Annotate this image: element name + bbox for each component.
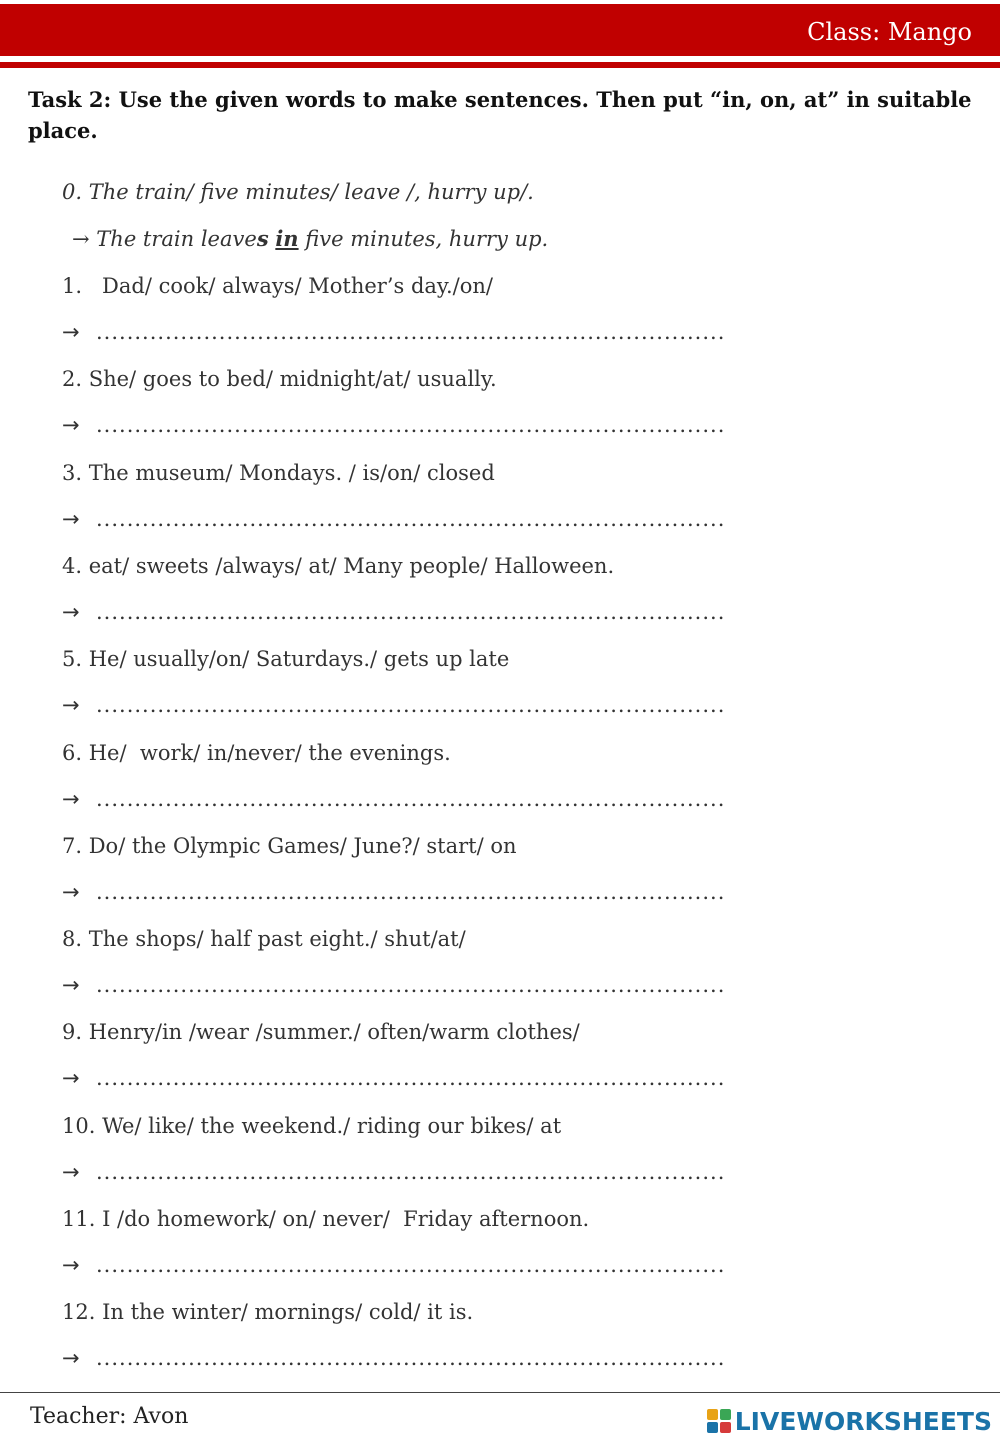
arrow-icon: → [62,973,80,997]
arrow-icon: → [62,880,80,904]
footer-rule [0,1392,1000,1393]
exercise-prompt: 9. Henry/in /wear /summer./ often/warm clothes/ [62,1020,580,1044]
teacher-label: Teacher: Avon [30,1404,189,1429]
arrow-icon: → [62,693,80,717]
answer-line[interactable] [62,787,772,811]
arrow-icon: → [62,1346,80,1370]
exercise-prompt: 3. The museum/ Mondays. / is/on/ closed [62,461,495,485]
answer-blank[interactable]: .................................................................................. [96,693,726,717]
answer-line[interactable] [62,320,772,344]
exercise-prompt: 12. In the winter/ mornings/ cold/ it is. [62,1300,474,1324]
answer-line[interactable] [62,973,772,997]
answer-blank[interactable]: .................................................................................. [96,1066,726,1090]
exercise-prompt: 5. He/ usually/on/ Saturdays./ gets up late [62,647,510,671]
answer-line[interactable] [62,1160,772,1184]
answer-blank[interactable]: .................................................................................. [96,1160,726,1184]
logo-text: LIVEWORKSHEETS [734,1406,992,1436]
exercise-prompt: 4. eat/ sweets /always/ at/ Many people/ Halloween. [62,554,615,578]
example-answer-s: s [256,226,269,251]
task-instructions: Task 2: Use the given words to make sentences. Then put “in, on, at” in suitable place. [28,87,972,143]
answer-line[interactable] [62,1253,772,1277]
exercise-prompt: 1. Dad/ cook/ always/ Mother’s day./on/ [62,274,493,298]
answer-line[interactable] [62,600,772,624]
answer-line[interactable] [62,693,772,717]
answer-line[interactable] [62,507,772,531]
class-label: Class: Mango [807,18,972,46]
example-answer-keyword: in [275,226,299,251]
header-rule [0,62,1000,68]
exercise-prompt: 6. He/ work/ in/never/ the evenings. [62,741,451,765]
answer-blank[interactable]: .................................................................................. [96,600,726,624]
answer-blank[interactable]: .................................................................................. [96,787,726,811]
arrow-icon: → [62,1160,80,1184]
exercise-prompt: 8. The shops/ half past eight./ shut/at/ [62,927,466,951]
arrow-icon: → [62,600,80,624]
arrow-icon: → [62,320,80,344]
answer-blank[interactable]: .................................................................................. [96,507,726,531]
example-question: 0. The train/ five minutes/ leave /, hurry up/. [62,180,534,204]
answer-line[interactable] [62,1346,772,1370]
answer-blank[interactable]: .................................................................................. [96,1253,726,1277]
example-answer-end: five minutes, hurry up. [298,227,549,251]
arrow-icon: → [62,1066,80,1090]
arrow-icon: → [72,227,90,251]
liveworksheets-logo [707,1404,992,1438]
exercise-prompt: 7. Do/ the Olympic Games/ June?/ start/ on [62,834,517,858]
logo-icon [707,1409,731,1433]
exercise-prompt: 10. We/ like/ the weekend./ riding our bikes/ at [62,1114,562,1138]
answer-line[interactable] [62,1066,772,1090]
answer-blank[interactable]: .................................................................................. [96,320,726,344]
arrow-icon: → [62,787,80,811]
arrow-icon: → [62,1253,80,1277]
arrow-icon: → [62,413,80,437]
example-answer-start: The train leave [96,227,257,251]
answer-line[interactable] [62,880,772,904]
answer-blank[interactable]: .................................................................................. [96,1346,726,1370]
answer-blank[interactable]: .................................................................................. [96,880,726,904]
exercise-prompt: 2. She/ goes to bed/ midnight/at/ usually. [62,367,497,391]
arrow-icon: → [62,507,80,531]
answer-blank[interactable]: .................................................................................. [96,973,726,997]
answer-blank[interactable]: .................................................................................. [96,413,726,437]
exercise-prompt: 11. I /do homework/ on/ never/ Friday afternoon. [62,1207,590,1231]
example-answer [72,226,548,251]
answer-line[interactable] [62,413,772,437]
